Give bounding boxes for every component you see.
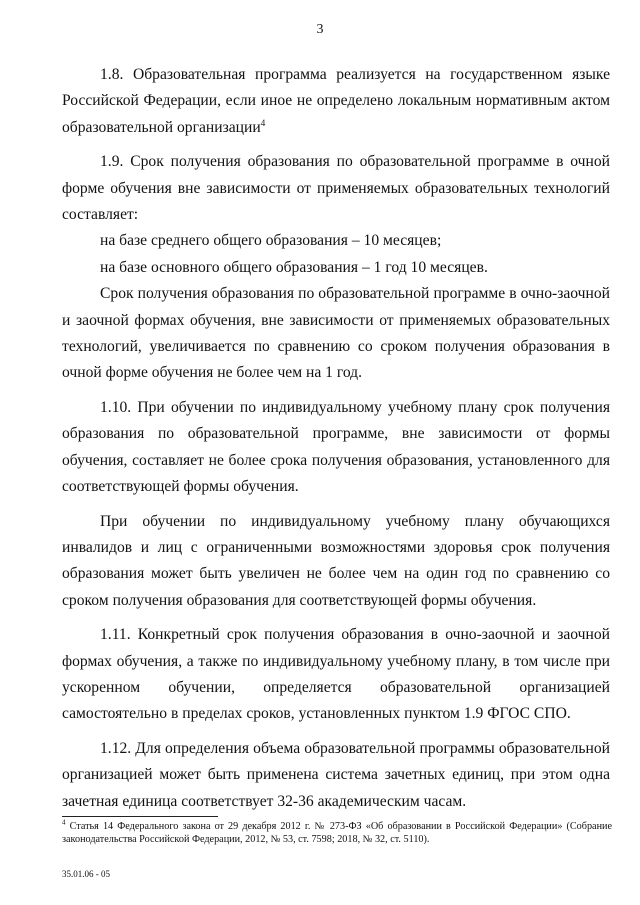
footnote-reference: 4 xyxy=(260,117,266,128)
paragraph-1-10-disabled: При обучении по индивидуальному учебному плану обучающихся инвалидов и лиц с ограниченными возможностями здоровья срок получения образования может быть увеличен не более чем на один год по сравнению со сроком получения образования для соответствующей формы обучения. xyxy=(62,512,610,609)
paragraph-1-12: 1.12. Для определения объема образовательной программы образовательной организацией может быть применена система зачетных единиц, при этом одна зачетная единица соответствует 32-36 академическим часам. xyxy=(62,739,610,810)
paragraph-1-11: 1.11. Конкретный срок получения образования в очно-заочной и заочной формах обучения, а также по индивидуальному учебному плану, в том числе при ускоренном обучении, определяется образовательной организацией самостоятельно в пределах сроков, установленных пунктом 1.9 ФГОС СПО. xyxy=(62,626,610,723)
body-text xyxy=(62,62,610,815)
paragraph-1-9: 1.9. Срок получения образования по образовательной программе в очной форме обучения вне зависимости от применяемых образовательных технологий составляет: xyxy=(62,153,610,224)
paragraph-text: 1.8. Образовательная программа реализуется на государственном языке Российской Федерации, если иное не определено локальным нормативным актом образовательной организации xyxy=(62,66,610,136)
footnote-mark: 4 xyxy=(62,818,66,827)
footnote xyxy=(62,820,612,846)
paragraph-1-10: 1.10. При обучении по индивидуальному учебному плану срок получения образования по образовательной программе, вне зависимости от формы обучения, составляет не более срока получения образования, установленного для соответствующей формы обучения. xyxy=(62,398,610,496)
paragraph-1-8 xyxy=(62,62,610,141)
paragraph-1-9-part-time: Срок получения образования по образовательной программе в очно-заочной и заочной формах обучения, вне зависимости от применяемых образовательных технологий, увеличивается по сравнению со сроком получения образования в очной форме обучения не более чем на 1 год. xyxy=(62,285,610,382)
document-code: 35.01.06 - 05 xyxy=(62,869,110,879)
footnote-text: Статья 14 Федерального закона от 29 декабря 2012 г. № 273-ФЗ «Об образовании в Российской Федерации» (Собрание законодательства Российской Федерации, 2012, № 53, ст. 7598; 2018, № 32, ст. 5110). xyxy=(62,821,612,845)
term-basic-general: на базе основного общего образования – 1 год 10 месяцев. xyxy=(100,258,488,276)
footnote-divider xyxy=(62,816,218,817)
term-secondary-general: на базе среднего общего образования – 10 месяцев; xyxy=(100,232,442,250)
page-number: 3 xyxy=(316,22,324,37)
